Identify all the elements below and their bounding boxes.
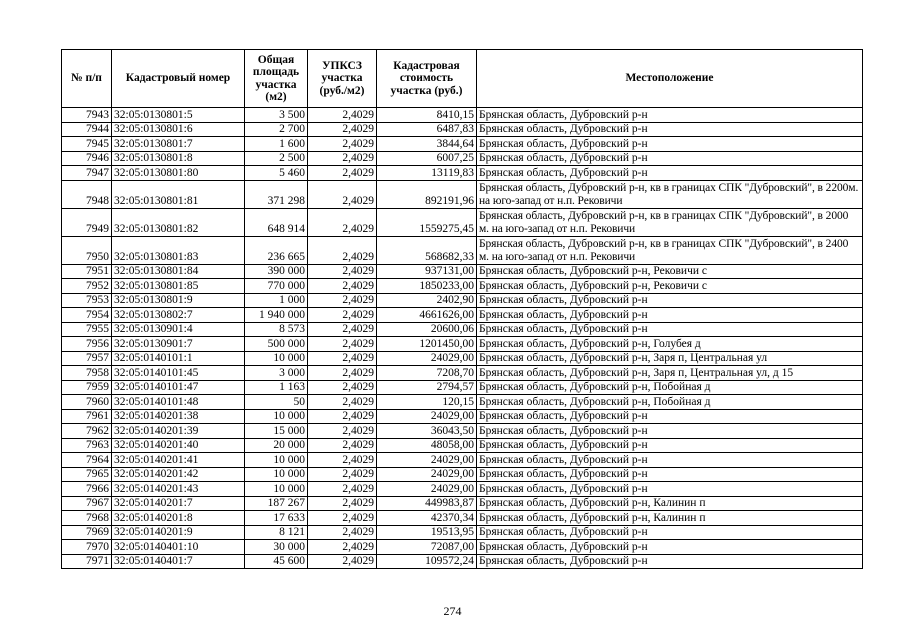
table-body: [62, 108, 863, 569]
cell-cadastral-cost: 24029,00: [377, 453, 477, 468]
cell-num: 7966: [62, 482, 112, 497]
table-row: [62, 525, 863, 540]
cell-num: 7950: [62, 236, 112, 264]
table-row: [62, 496, 863, 511]
cell-area: 371 298: [245, 180, 308, 208]
cell-area: 20 000: [245, 438, 308, 453]
cell-num: 7965: [62, 467, 112, 482]
cell-area: 50: [245, 395, 308, 410]
cell-num: 7952: [62, 279, 112, 294]
table-row: [62, 137, 863, 152]
table-row: [62, 395, 863, 410]
cell-location: Брянская область, Дубровский р-н: [477, 482, 863, 497]
cell-cadastral-number: 32:05:0130802:7: [112, 308, 245, 323]
cell-area: 10 000: [245, 351, 308, 366]
cell-cadastral-cost: 24029,00: [377, 409, 477, 424]
cell-area: 770 000: [245, 279, 308, 294]
cell-num: 7949: [62, 208, 112, 236]
cell-location: Брянская область, Дубровский р-н, Побойная д: [477, 395, 863, 410]
cell-upksz: 2,4029: [308, 380, 377, 395]
cell-upksz: 2,4029: [308, 151, 377, 166]
cell-num: 7946: [62, 151, 112, 166]
cell-cadastral-cost: 19513,95: [377, 525, 477, 540]
cell-cadastral-cost: 24029,00: [377, 351, 477, 366]
cell-upksz: 2,4029: [308, 180, 377, 208]
cell-upksz: 2,4029: [308, 351, 377, 366]
cell-area: 10 000: [245, 453, 308, 468]
table-row: [62, 453, 863, 468]
cell-cadastral-number: 32:05:0140101:1: [112, 351, 245, 366]
header-cadastral-cost: Кадастровая стоимость участка (руб.): [377, 50, 477, 108]
cell-location: Брянская область, Дубровский р-н, Рековичи с: [477, 279, 863, 294]
cell-num: 7959: [62, 380, 112, 395]
cell-cadastral-cost: 1201450,00: [377, 337, 477, 352]
cell-upksz: 2,4029: [308, 424, 377, 439]
cell-cadastral-number: 32:05:0140101:47: [112, 380, 245, 395]
cell-cadastral-number: 32:05:0140201:8: [112, 511, 245, 526]
cell-location: Брянская область, Дубровский р-н: [477, 166, 863, 181]
cell-location: Брянская область, Дубровский р-н, Заря п, Центральная ул: [477, 351, 863, 366]
cell-cadastral-cost: 6487,83: [377, 122, 477, 137]
cell-location: Брянская область, Дубровский р-н: [477, 554, 863, 569]
cell-num: 7955: [62, 322, 112, 337]
cell-cadastral-number: 32:05:0140101:45: [112, 366, 245, 381]
cell-num: 7957: [62, 351, 112, 366]
cell-num: 7947: [62, 166, 112, 181]
cell-cadastral-cost: 568682,33: [377, 236, 477, 264]
cell-num: 7967: [62, 496, 112, 511]
cell-location: Брянская область, Дубровский р-н, Заря п, Центральная ул, д 15: [477, 366, 863, 381]
table-row: [62, 380, 863, 395]
cell-cadastral-cost: 4661626,00: [377, 308, 477, 323]
table-row: [62, 322, 863, 337]
cell-cadastral-number: 32:05:0130801:85: [112, 279, 245, 294]
cell-area: 648 914: [245, 208, 308, 236]
cell-upksz: 2,4029: [308, 137, 377, 152]
cell-cadastral-number: 32:05:0140401:10: [112, 540, 245, 555]
cell-num: 7951: [62, 264, 112, 279]
table-row: [62, 236, 863, 264]
cell-location: Брянская область, Дубровский р-н, кв в границах СПК "Дубровский", в 2000 м. на юго-запад от н.п. Рековичи: [477, 208, 863, 236]
cell-area: 1 940 000: [245, 308, 308, 323]
table-row: [62, 409, 863, 424]
cell-cadastral-number: 32:05:0140401:7: [112, 554, 245, 569]
cell-cadastral-cost: 20600,06: [377, 322, 477, 337]
cell-cadastral-number: 32:05:0130801:7: [112, 137, 245, 152]
cell-cadastral-number: 32:05:0140201:40: [112, 438, 245, 453]
cell-location: Брянская область, Дубровский р-н, Калинин п: [477, 496, 863, 511]
cell-location: Брянская область, Дубровский р-н, кв в границах СПК "Дубровский", в 2200м. на юго-запад от н.п. Рековичи: [477, 180, 863, 208]
cell-upksz: 2,4029: [308, 166, 377, 181]
cell-cadastral-number: 32:05:0140201:42: [112, 467, 245, 482]
header-num: № п/п: [62, 50, 112, 108]
cell-location: Брянская область, Дубровский р-н: [477, 540, 863, 555]
table-row: [62, 540, 863, 555]
cell-num: 7961: [62, 409, 112, 424]
cell-area: 8 573: [245, 322, 308, 337]
table-row: [62, 467, 863, 482]
cell-upksz: 2,4029: [308, 438, 377, 453]
cell-cadastral-cost: 7208,70: [377, 366, 477, 381]
cell-cadastral-number: 32:05:0130801:9: [112, 293, 245, 308]
cell-area: 3 500: [245, 108, 308, 123]
cell-area: 1 600: [245, 137, 308, 152]
cell-cadastral-cost: 48058,00: [377, 438, 477, 453]
table-row: [62, 264, 863, 279]
cell-cadastral-cost: 1559275,45: [377, 208, 477, 236]
header-row: [62, 50, 863, 108]
cell-cadastral-cost: 892191,96: [377, 180, 477, 208]
table-row: [62, 308, 863, 323]
cell-cadastral-number: 32:05:0130801:81: [112, 180, 245, 208]
cell-area: 10 000: [245, 467, 308, 482]
cell-upksz: 2,4029: [308, 525, 377, 540]
cell-upksz: 2,4029: [308, 208, 377, 236]
cell-upksz: 2,4029: [308, 453, 377, 468]
cell-area: 390 000: [245, 264, 308, 279]
cell-location: Брянская область, Дубровский р-н: [477, 137, 863, 152]
table-row: [62, 511, 863, 526]
table-row: [62, 337, 863, 352]
cell-location: Брянская область, Дубровский р-н, Рековичи с: [477, 264, 863, 279]
table-row: [62, 166, 863, 181]
cell-location: Брянская область, Дубровский р-н, Калинин п: [477, 511, 863, 526]
cell-cadastral-cost: 120,15: [377, 395, 477, 410]
cell-cadastral-number: 32:05:0130801:84: [112, 264, 245, 279]
cell-num: 7963: [62, 438, 112, 453]
header-location: Местоположение: [477, 50, 863, 108]
cell-area: 45 600: [245, 554, 308, 569]
cell-upksz: 2,4029: [308, 264, 377, 279]
cell-upksz: 2,4029: [308, 308, 377, 323]
cell-upksz: 2,4029: [308, 496, 377, 511]
table-row: [62, 279, 863, 294]
table-row: [62, 424, 863, 439]
cell-upksz: 2,4029: [308, 108, 377, 123]
table-row: [62, 366, 863, 381]
cell-cadastral-number: 32:05:0140201:9: [112, 525, 245, 540]
cell-area: 3 000: [245, 366, 308, 381]
cell-location: Брянская область, Дубровский р-н: [477, 453, 863, 468]
cell-location: Брянская область, Дубровский р-н: [477, 322, 863, 337]
cell-location: Брянская область, Дубровский р-н: [477, 438, 863, 453]
cell-location: Брянская область, Дубровский р-н: [477, 424, 863, 439]
cell-cadastral-cost: 3844,64: [377, 137, 477, 152]
cell-cadastral-number: 32:05:0130801:82: [112, 208, 245, 236]
table-row: [62, 554, 863, 569]
cell-cadastral-cost: 2402,90: [377, 293, 477, 308]
cell-area: 10 000: [245, 409, 308, 424]
cell-num: 7970: [62, 540, 112, 555]
cell-upksz: 2,4029: [308, 337, 377, 352]
cell-num: 7948: [62, 180, 112, 208]
cell-upksz: 2,4029: [308, 122, 377, 137]
table-row: [62, 351, 863, 366]
header-area: Общая площадь участка (м2): [245, 50, 308, 108]
cell-cadastral-cost: 24029,00: [377, 467, 477, 482]
cell-area: 17 633: [245, 511, 308, 526]
cell-location: Брянская область, Дубровский р-н: [477, 467, 863, 482]
cell-num: 7962: [62, 424, 112, 439]
cell-cadastral-cost: 2794,57: [377, 380, 477, 395]
cell-area: 5 460: [245, 166, 308, 181]
cell-upksz: 2,4029: [308, 540, 377, 555]
cell-cadastral-cost: 42370,34: [377, 511, 477, 526]
cell-location: Брянская область, Дубровский р-н: [477, 151, 863, 166]
cell-location: Брянская область, Дубровский р-н: [477, 525, 863, 540]
cell-num: 7953: [62, 293, 112, 308]
cell-num: 7954: [62, 308, 112, 323]
cell-area: 2 700: [245, 122, 308, 137]
cell-location: Брянская область, Дубровский р-н: [477, 409, 863, 424]
cell-area: 187 267: [245, 496, 308, 511]
table-row: [62, 293, 863, 308]
cell-cadastral-cost: 6007,25: [377, 151, 477, 166]
cell-cadastral-cost: 1850233,00: [377, 279, 477, 294]
table-row: [62, 208, 863, 236]
cell-cadastral-cost: 8410,15: [377, 108, 477, 123]
cell-cadastral-cost: 937131,00: [377, 264, 477, 279]
cell-area: 30 000: [245, 540, 308, 555]
cell-num: 7960: [62, 395, 112, 410]
cell-cadastral-number: 32:05:0140201:7: [112, 496, 245, 511]
cell-cadastral-cost: 109572,24: [377, 554, 477, 569]
table-row: [62, 122, 863, 137]
cell-area: 2 500: [245, 151, 308, 166]
cell-cadastral-cost: 13119,83: [377, 166, 477, 181]
cell-location: Брянская область, Дубровский р-н, Голубея д: [477, 337, 863, 352]
cell-upksz: 2,4029: [308, 482, 377, 497]
cell-cadastral-number: 32:05:0140201:43: [112, 482, 245, 497]
cell-num: 7968: [62, 511, 112, 526]
cell-location: Брянская область, Дубровский р-н: [477, 122, 863, 137]
cell-cadastral-number: 32:05:0130801:83: [112, 236, 245, 264]
cell-cadastral-number: 32:05:0130801:6: [112, 122, 245, 137]
cell-num: 7958: [62, 366, 112, 381]
cell-cadastral-number: 32:05:0130801:8: [112, 151, 245, 166]
cell-area: 1 163: [245, 380, 308, 395]
cell-cadastral-cost: 72087,00: [377, 540, 477, 555]
cell-area: 1 000: [245, 293, 308, 308]
cell-upksz: 2,4029: [308, 236, 377, 264]
cell-cadastral-number: 32:05:0130901:4: [112, 322, 245, 337]
table-row: [62, 482, 863, 497]
cell-location: Брянская область, Дубровский р-н: [477, 308, 863, 323]
cadastral-table: [61, 49, 863, 569]
cell-num: 7964: [62, 453, 112, 468]
cell-upksz: 2,4029: [308, 366, 377, 381]
cell-area: 15 000: [245, 424, 308, 439]
cell-upksz: 2,4029: [308, 511, 377, 526]
cell-cadastral-number: 32:05:0140201:41: [112, 453, 245, 468]
cell-cadastral-number: 32:05:0140101:48: [112, 395, 245, 410]
cell-location: Брянская область, Дубровский р-н: [477, 108, 863, 123]
header-upksz: УПКСЗ участка (руб./м2): [308, 50, 377, 108]
cell-upksz: 2,4029: [308, 322, 377, 337]
cell-num: 7969: [62, 525, 112, 540]
page-number: 274: [443, 604, 462, 618]
cell-num: 7956: [62, 337, 112, 352]
cell-upksz: 2,4029: [308, 279, 377, 294]
table-row: [62, 438, 863, 453]
header-cadastral-number: Кадастровый номер: [112, 50, 245, 108]
cell-cadastral-cost: 36043,50: [377, 424, 477, 439]
cell-cadastral-cost: 24029,00: [377, 482, 477, 497]
cell-area: 8 121: [245, 525, 308, 540]
cell-location: Брянская область, Дубровский р-н: [477, 293, 863, 308]
cell-num: 7943: [62, 108, 112, 123]
table-row: [62, 151, 863, 166]
cell-upksz: 2,4029: [308, 554, 377, 569]
table-row: [62, 180, 863, 208]
cell-area: 500 000: [245, 337, 308, 352]
cell-upksz: 2,4029: [308, 409, 377, 424]
cell-num: 7945: [62, 137, 112, 152]
cell-cadastral-cost: 449983,87: [377, 496, 477, 511]
cell-location: Брянская область, Дубровский р-н, кв в границах СПК "Дубровский", в 2400 м. на юго-запад от н.п. Рековичи: [477, 236, 863, 264]
cell-cadastral-number: 32:05:0130801:5: [112, 108, 245, 123]
cell-num: 7944: [62, 122, 112, 137]
cell-num: 7971: [62, 554, 112, 569]
cell-cadastral-number: 32:05:0130901:7: [112, 337, 245, 352]
cell-cadastral-number: 32:05:0140201:39: [112, 424, 245, 439]
cell-cadastral-number: 32:05:0140201:38: [112, 409, 245, 424]
cell-cadastral-number: 32:05:0130801:80: [112, 166, 245, 181]
cell-location: Брянская область, Дубровский р-н, Побойная д: [477, 380, 863, 395]
cell-upksz: 2,4029: [308, 467, 377, 482]
cell-area: 10 000: [245, 482, 308, 497]
cell-area: 236 665: [245, 236, 308, 264]
cell-upksz: 2,4029: [308, 293, 377, 308]
table-row: [62, 108, 863, 123]
cell-upksz: 2,4029: [308, 395, 377, 410]
